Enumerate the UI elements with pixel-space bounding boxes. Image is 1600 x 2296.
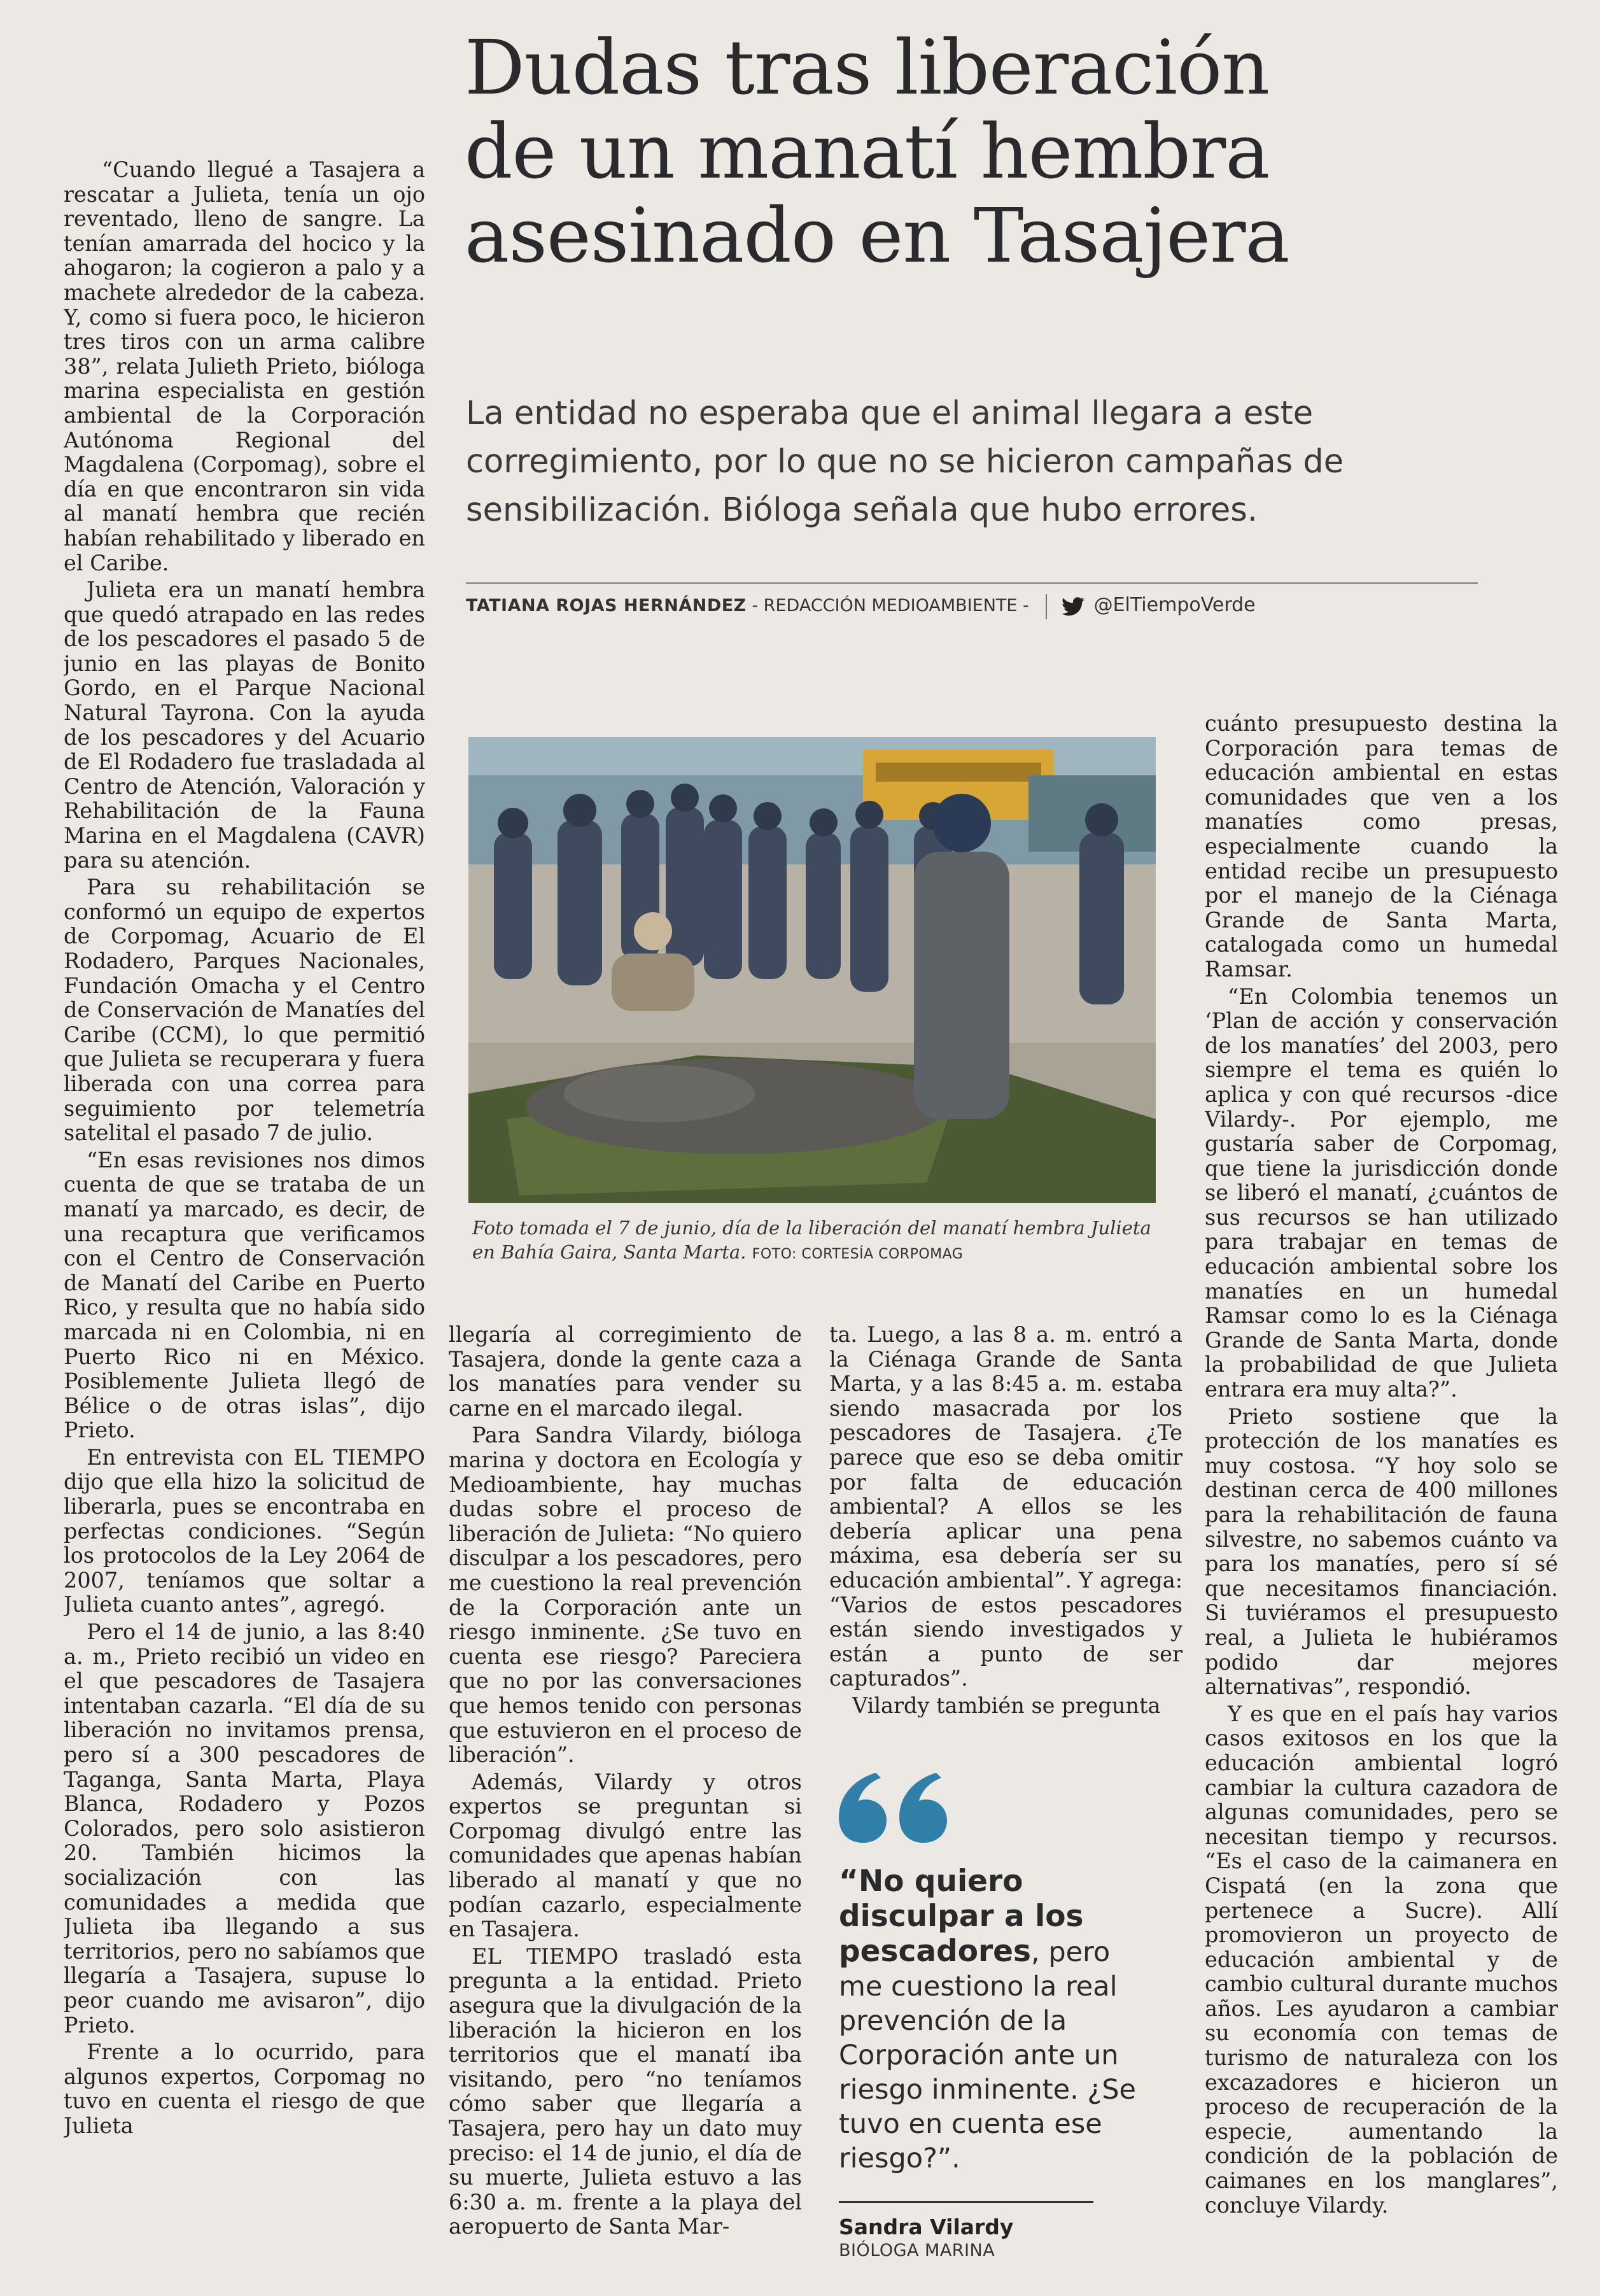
article-column-4: [1205, 712, 1558, 2278]
pull-quote-divider: [839, 2201, 1093, 2203]
twitter-bird-icon: [1062, 597, 1084, 616]
headline: [465, 25, 1534, 278]
pull-quote: [839, 1773, 1138, 2262]
article-column-3: [829, 1323, 1182, 1717]
photo-caption: [472, 1216, 1166, 1267]
paragraph: Para su rehabilitación se conformó un equipo de expertos de Corpomag, Acuario de El Rodadero, Parques Nacionales, Fundación Omacha y el Centro de Conservación de Manatíes del Caribe (CCM), lo que permitió que Julieta se recuperara y fuera liberada con una correa para seguimiento por telemetría satelital el pasado 7 de julio.: [64, 875, 425, 1146]
article-column-1: [64, 158, 425, 2278]
byline-divider: [466, 582, 1478, 584]
deck-subtitle: La entidad no esperaba que el animal llegara a este corregimiento, por lo que no se hicieron campañas de sensibilización. Bióloga señala que hubo errores.: [466, 395, 1344, 529]
paragraph: ta. Luego, a las 8 a. m. entró a la Ciénaga Grande de Santa Marta, y a las 8:45 a. m. estaba siendo masacrada por los pescadores de Tasajera. ¿Te parece que eso se deba omitir por falta de educación ambiental? A ellos se les debería aplicar una pena máxima, esa debería ser su educación ambiental”. Y agrega: “Varios de estos pescadores están siendo investigados y están a punto de ser capturados”.: [829, 1323, 1182, 1691]
paragraph: “Cuando llegué a Tasajera a rescatar a Julieta, tenía un ojo reventado, lleno de sangre. La tenían amarrada del hocico y la ahogaron; la cogieron a palo y a machete alrededor de la cabeza. Y, como si fuera poco, le hicieron tres tiros con un arma calibre 38”, relata Julieth Prieto, bióloga marina especialista en gestión ambiental de la Corporación Autónoma Regional del Magdalena (Corpomag), sobre el día en que encontraron sin vida al manatí hembra que recién habían rehabilitado y liberado en el Caribe.: [64, 158, 425, 575]
headline-line-3: asesinado en Tasajera: [465, 192, 1289, 279]
paragraph: “En esas revisiones nos dimos cuenta de que se trataba de un manatí ya marcado, es decir, de una recaptura que verificamos con el Centro de Conservación de Manatí del Caribe en Puerto Rico, y resulta que no había sido marcada ni en Colombia, ni en Puerto Rico ni en México. Posiblemente Julieta llegó de Bélice o de otras islas”, dijo Prieto.: [64, 1147, 425, 1443]
paragraph: Frente a lo ocurrido, para algunos expertos, Corpomag no tuvo en cuenta el riesgo de que Julieta: [64, 2039, 425, 2138]
pull-quote-bold: “No quiero disculpar a los pescadores: [839, 1864, 1084, 1969]
pull-quote-author: Sandra Vilardy: [839, 2215, 1014, 2239]
paragraph: EL TIEMPO trasladó esta pregunta a la entidad. Prieto asegura que la divulgación de la liberación la hicieron en los territorios que el manatí iba visitando, pero “no teníamos cómo saber que llegaría a Tasajera, pero hay un dato muy preciso: el 14 de junio, el día de su muerte, Julieta estuvo a las 6:30 a. m. frente a la playa del aeropuerto de Santa Mar-: [449, 1943, 802, 2239]
paragraph: Pero el 14 de junio, a las 8:40 a. m., Prieto recibió un video en el que pescadores de Tasajera intentaban cazarla. “El día de su liberación no invitamos prensa, pero sí a 300 pescadores de Taganga, Santa Marta, Playa Blanca, Rodadero y Pozos Colorados, pero solo asistieron 20. También hicimos la socialización con las comunidades a medida que Julieta iba llegando a sus territorios, pero no sabíamos que llegaría a Tasajera, supuse lo peor cuando me avisaron”, dijo Prieto.: [64, 1619, 425, 2038]
pull-quote-text: [839, 1864, 1138, 2176]
paragraph: Julieta era un manatí hembra que quedó atrapado en las redes de los pescadores el pasado 5 de junio en las playas de Bonito Gordo, en el Parque Nacional Natural Tayrona. Con la ayuda de los pescadores y del Acuario de El Rodadero fue trasladada al Centro de Atención, Valoración y Rehabilitación de la Fauna Marina en el Magdalena (CAVR) para su atención.: [64, 577, 425, 873]
article-column-2: [449, 1323, 802, 2278]
paragraph: “En Colombia tenemos un ‘Plan de acción y conservación de los manatíes’ del 2003, pero siempre el tema es quién lo aplica y con qué recursos -dice Vilardy-. Por ejemplo, me gustaría saber de Corpomag, que tiene la jurisdicción donde se liberó el manatí, ¿cuántos de sus recursos se han utilizado para trabajar en temas de educación ambiental sobre los manatíes en un humedal Ramsar como lo es la Ciénaga Grande de Santa Marta, donde la probabilidad de que Julieta entrara era muy alta?”.: [1205, 983, 1558, 1402]
paragraph: Y es que en el país hay varios casos exitosos en los que la educación ambiental logró cambiar la cultura cazadora de algunas comunidades, pero se necesitan tiempo y recursos. “Es el caso de la caimanera en Cispatá (en la zona que pertenece a Sucre). Allí promovieron un proyecto de educación ambiental y de cambio cultural durante muchos años. Les ayudaron a cambiar su economía con temas de turismo de naturaleza con los excazadores e hicieron un proceso de recuperación de la especie, aumentando la condición de la población de caimanes en los manglares”, concluye Vilardy.: [1205, 1701, 1558, 2218]
pull-quote-rest: , pero me cuestiono la real prevención de la Corporación ante un riesgo inminente. ¿Se tuvo en cuenta ese riesgo?”.: [839, 1936, 1136, 2174]
paragraph: En entrevista con EL TIEMPO dijo que ella hizo la solicitud de liberarla, pues se encontraba en perfectas condiciones. “Según los protocolos de la Ley 2064 de 2007, teníamos que soltar a Julieta cuanto antes”, agregó.: [64, 1444, 425, 1617]
byline-separator: [1046, 594, 1047, 619]
caption-text: Foto tomada el 7 de junio, día de la liberación del manatí hembra Julieta en Bahía Gaira, Santa Marta.: [472, 1217, 1151, 1263]
quote-mark-icon: [839, 1773, 950, 1843]
byline-twitter-handle: @ElTiempoVerde: [1093, 594, 1256, 616]
headline-line-2: de un manatí hembra: [465, 108, 1270, 195]
paragraph: Vilardy también se pregunta: [852, 1693, 1161, 1717]
photo-credit: FOTO: CORTESÍA CORPOMAG: [752, 1246, 964, 1262]
byline-author: TATIANA ROJAS HERNÁNDEZ: [466, 596, 747, 616]
byline-section: - REDACCIÓN MEDIOAMBIENTE -: [752, 596, 1029, 616]
release-photo: [468, 737, 1156, 1203]
release-photo-illustration: [468, 737, 1156, 1203]
byline: [466, 591, 1478, 620]
paragraph: cuánto presupuesto destina la Corporación para temas de educación ambiental en estas comunidades que ven a los manatíes como presas, especialmente cuando la entidad recibe un presupuesto por el manejo de la Ciénaga Grande de Santa Marta, catalogada como un humedal Ramsar.: [1205, 712, 1558, 982]
paragraph: Prieto sostiene que la protección de los manatíes es muy costosa. “Y hoy solo se destinan cerca de 400 millones para la rehabilitación de fauna silvestre, no sabemos cuánto va para los manatíes, pero sí sé que necesitamos financiación. Si tuviéramos el presupuesto real, a Julieta le hubiéramos podido dar mejores alternativas”, respondió.: [1205, 1404, 1558, 1700]
pull-quote-author-role: BIÓLOGA MARINA: [839, 2241, 995, 2260]
headline-line-1: Dudas tras liberación: [465, 24, 1270, 111]
paragraph: Para Sandra Vilardy, bióloga marina y doctora en Ecología y Medioambiente, hay muchas dudas sobre el proceso de liberación de Julieta: “No quiero disculpar a los pescadores, pero me cuestiono la real prevención de la Corporación ante un riesgo inminente. ¿Se tuvo en cuenta ese riesgo? Pareciera que no por las conversaciones que hemos tenido con personas que estuvieron en el proceso de liberación”.: [449, 1423, 802, 1768]
paragraph: llegaría al corregimiento de Tasajera, donde la gente caza a los manatíes para vender su carne en el marcado ilegal.: [449, 1323, 802, 1421]
paragraph: Además, Vilardy y otros expertos se preguntan si Corpomag divulgó entre las comunidades que apenas habían liberado al manatí y que no podían cazarlo, especialmente en Tasajera.: [449, 1769, 802, 1942]
